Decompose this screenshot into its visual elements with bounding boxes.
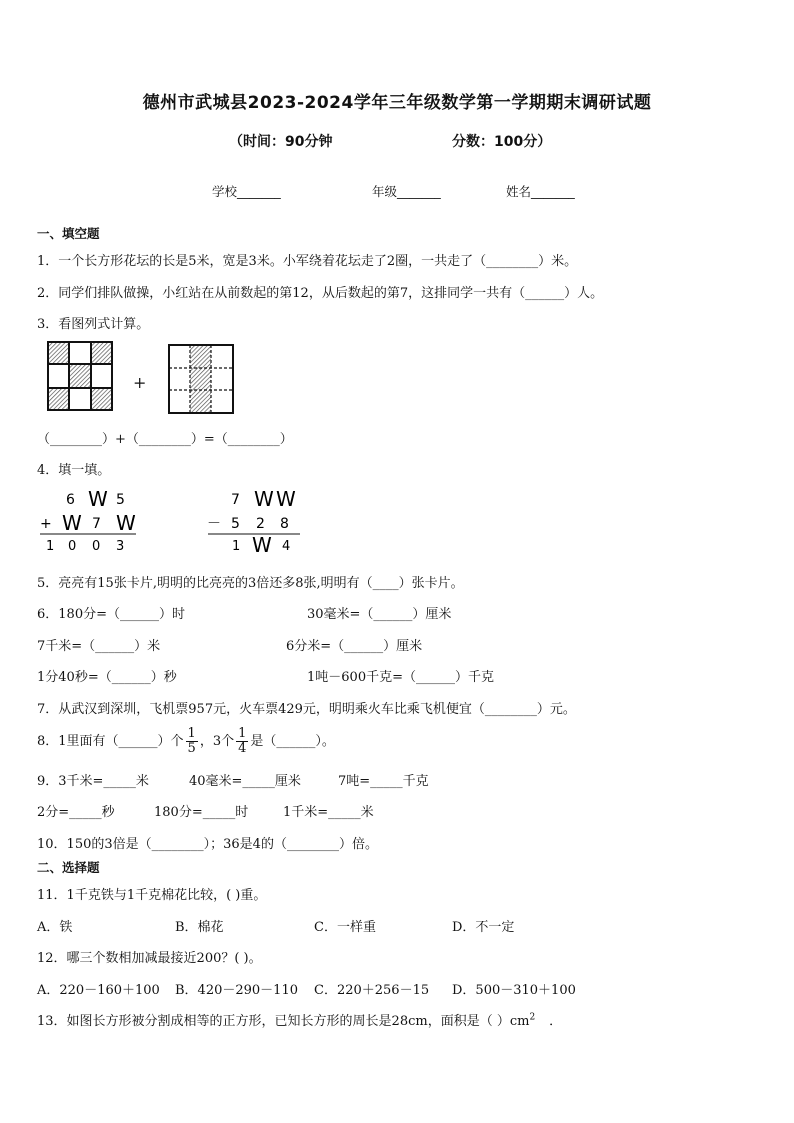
add-result-4: 3 bbox=[116, 539, 125, 554]
question-7: 7．从武汉到深圳，飞机票957元，火车票429元，明明乘火车比乘飞机便宜（________）元。 bbox=[37, 702, 576, 717]
question-1: 1．一个长方形花坛的长是5米，宽是3米。小军绕着花坛走了2圈，一共走了（________）米。 bbox=[37, 254, 578, 269]
add-row2-w2: W bbox=[116, 511, 136, 535]
add-row1-w: W bbox=[88, 487, 108, 511]
sub-row2-minus: － bbox=[207, 516, 221, 532]
question-13-end: ． bbox=[549, 1014, 563, 1029]
question-9a: 9．3千米=_____米 bbox=[37, 774, 149, 789]
q12-option-d: D．500－310＋100 bbox=[452, 983, 576, 998]
sub-row1-digit: 7 bbox=[231, 492, 240, 508]
school-field: 学校_______ bbox=[212, 184, 281, 199]
sub-row1-w2: W bbox=[276, 487, 296, 511]
question-2: 2．同学们排队做操，小红站在从前数起的第12，从后数起的第7，这排同学一共有（______）人。 bbox=[37, 286, 604, 301]
question-9f: 1千米=_____米 bbox=[283, 805, 374, 820]
q11-option-b: B．棉花 bbox=[175, 920, 224, 935]
exam-score: 分数：100分） bbox=[452, 134, 552, 150]
question-8 bbox=[37, 722, 335, 762]
grade-field: 年级_______ bbox=[372, 184, 441, 199]
q12-option-c: C．220＋256－15 bbox=[314, 983, 430, 998]
q11-option-a: A．铁 bbox=[37, 920, 73, 935]
add-result-2: 0 bbox=[68, 539, 77, 554]
question-9d: 2分=_____秒 bbox=[37, 805, 115, 820]
question-6e: 1分40秒=（______）秒 bbox=[37, 670, 177, 685]
q12-option-a: A．220－160＋100 bbox=[37, 983, 160, 998]
question-6a: 6．180分=（______）时 bbox=[37, 607, 185, 622]
question-5: 5．亮亮有15张卡片,明明的比亮亮的3倍还多8张,明明有（____）张卡片。 bbox=[37, 576, 464, 591]
squared-superscript: 2 bbox=[529, 1012, 536, 1023]
name-field: 姓名_______ bbox=[506, 184, 575, 199]
question-6c: 7千米=（______）米 bbox=[37, 639, 161, 654]
section-multiple-choice: 二、选择题 bbox=[37, 860, 100, 875]
question-8-part-a: 8．1里面有（______）个 bbox=[37, 734, 184, 749]
question-13-text: 13．如图长方形被分割成相等的正方形，已知长方形的周长是28cm，面积是（ ）cm bbox=[37, 1014, 530, 1029]
question-6b: 30毫米=（______）厘米 bbox=[307, 607, 452, 622]
sub-result-1: 1 bbox=[232, 539, 241, 554]
fraction-one-fourth bbox=[236, 727, 248, 756]
add-result-1: 1 bbox=[46, 539, 55, 554]
grid-figure-left bbox=[46, 340, 114, 412]
question-4: 4．填一填。 bbox=[37, 463, 111, 478]
question-11: 11．1千克铁与1千克棉花比较，( )重。 bbox=[37, 888, 267, 903]
question-9c: 7吨=_____千克 bbox=[338, 774, 429, 789]
section-fill-in: 一、填空题 bbox=[37, 226, 100, 241]
question-6d: 6分米=（______）厘米 bbox=[286, 639, 423, 654]
question-3-answer: （________）+（________）=（________） bbox=[37, 432, 293, 447]
add-row1-digit3: 5 bbox=[116, 492, 125, 508]
grid-figure-right bbox=[167, 343, 235, 415]
q12-option-b: B．420－290－110 bbox=[175, 983, 298, 998]
q11-option-d: D．不一定 bbox=[452, 920, 515, 935]
plus-sign: + bbox=[133, 373, 147, 392]
question-12: 12．哪三个数相加减最接近200？( )。 bbox=[37, 951, 262, 966]
question-9e: 180分=_____时 bbox=[154, 805, 249, 820]
question-3: 3．看图列式计算。 bbox=[37, 317, 150, 332]
add-row1-digit1: 6 bbox=[66, 492, 75, 508]
question-10: 10．150的3倍是（________）；36是4的（________）倍。 bbox=[37, 837, 378, 852]
fraction-1-denominator: 5 bbox=[187, 741, 196, 756]
question-8-part-c: 是（______）。 bbox=[250, 734, 335, 749]
add-row2-plus: + bbox=[40, 516, 52, 532]
question-6f: 1吨－600千克=（______）千克 bbox=[307, 670, 494, 685]
page-title: 德州市武城县2023-2024学年三年级数学第一学期期末调研试题 bbox=[142, 93, 652, 113]
question-8-part-b: ，3个 bbox=[199, 734, 235, 749]
add-row2-digit: 7 bbox=[92, 516, 101, 532]
vertical-addition bbox=[36, 486, 140, 554]
fraction-one-fifth bbox=[186, 727, 198, 756]
fraction-2-denominator: 4 bbox=[238, 741, 247, 756]
sub-row2-digit2: 2 bbox=[256, 516, 265, 532]
question-9b: 40毫米=_____厘米 bbox=[189, 774, 301, 789]
sub-row2-digit1: 5 bbox=[231, 516, 240, 532]
fraction-2-numerator: 1 bbox=[238, 726, 247, 741]
q11-option-c: C．一样重 bbox=[314, 920, 376, 935]
exam-time: （时间：90分钟 bbox=[229, 134, 333, 150]
vertical-subtraction bbox=[204, 486, 304, 554]
sub-result-3: 4 bbox=[282, 539, 291, 554]
sub-row2-digit3: 8 bbox=[280, 516, 289, 532]
add-row2-w1: W bbox=[62, 511, 82, 535]
sub-result-w: W bbox=[252, 533, 272, 554]
fraction-1-numerator: 1 bbox=[187, 726, 196, 741]
add-result-3: 0 bbox=[92, 539, 101, 554]
sub-row1-w1: W bbox=[254, 487, 274, 511]
question-13 bbox=[37, 1010, 562, 1029]
